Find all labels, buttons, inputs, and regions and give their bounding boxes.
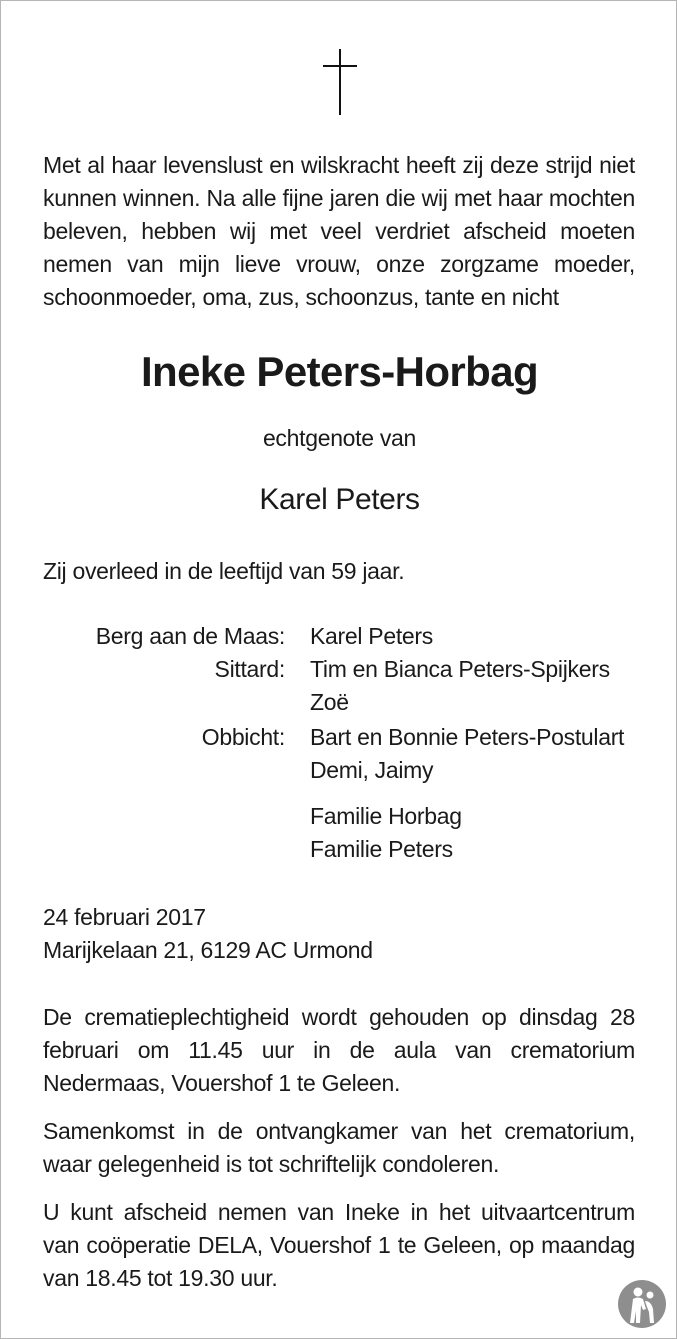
date-address: [43, 901, 635, 967]
deceased-name: Ineke Peters-Horbag: [140, 348, 539, 395]
spouse-label: echtgenote van: [262, 425, 417, 451]
family-name: Familie Peters: [310, 836, 453, 862]
farewell-text: U kunt afscheid nemen van Ineke in het uitvaartcentrum van coöperatie DELA, Vouershof 1 te Geleen, op maandag van 18.45 tot 19.30 uur.: [43, 1199, 635, 1291]
cross-icon: [323, 49, 357, 115]
relative-names: Zoë: [310, 689, 349, 715]
relative-names: Tim en Bianca Peters-Spijkers: [310, 656, 610, 682]
spouse-name: Karel Peters: [259, 483, 420, 516]
relative-names: Bart en Bonnie Peters-Postulart: [310, 724, 625, 750]
ceremony-text: De crematieplechtigheid wordt gehouden op dinsdag 28 februari om 11.45 uur in de aula van crematorium Nedermaas, Vouershof 1 te Geleen.: [43, 1004, 635, 1096]
relative-place: Berg aan de Maas:: [95, 623, 285, 649]
age-statement: Zij overleed in de leeftijd van 59 jaar.: [43, 558, 405, 584]
relative-names: Karel Peters: [310, 623, 433, 649]
relative-place: Sittard:: [214, 656, 285, 682]
relative-place: Obbicht:: [201, 724, 285, 750]
date: 24 februari 2017: [43, 904, 206, 930]
relative-names: Demi, Jaimy: [310, 757, 434, 783]
gathering-text: Samenkomst in de ontvangkamer van het crematorium, waar gelegenheid is tot schriftelijk condoleren.: [43, 1118, 635, 1177]
address: Marijkelaan 21, 6129 AC Urmond: [43, 937, 373, 963]
family-name: Familie Horbag: [310, 803, 462, 829]
memorial-logo-icon: [617, 1279, 667, 1329]
intro-text: Met al haar levenslust en wilskracht heeft zij deze strijd niet kunnen winnen. Na alle fijne jaren die wij met haar mochten beleven, hebben wij met veel verdriet afscheid moeten nemen van mijn lieve vrouw, onze zorgzame moeder, schoonmoeder, oma, zus, schoonzus, tante en nicht: [43, 152, 635, 310]
